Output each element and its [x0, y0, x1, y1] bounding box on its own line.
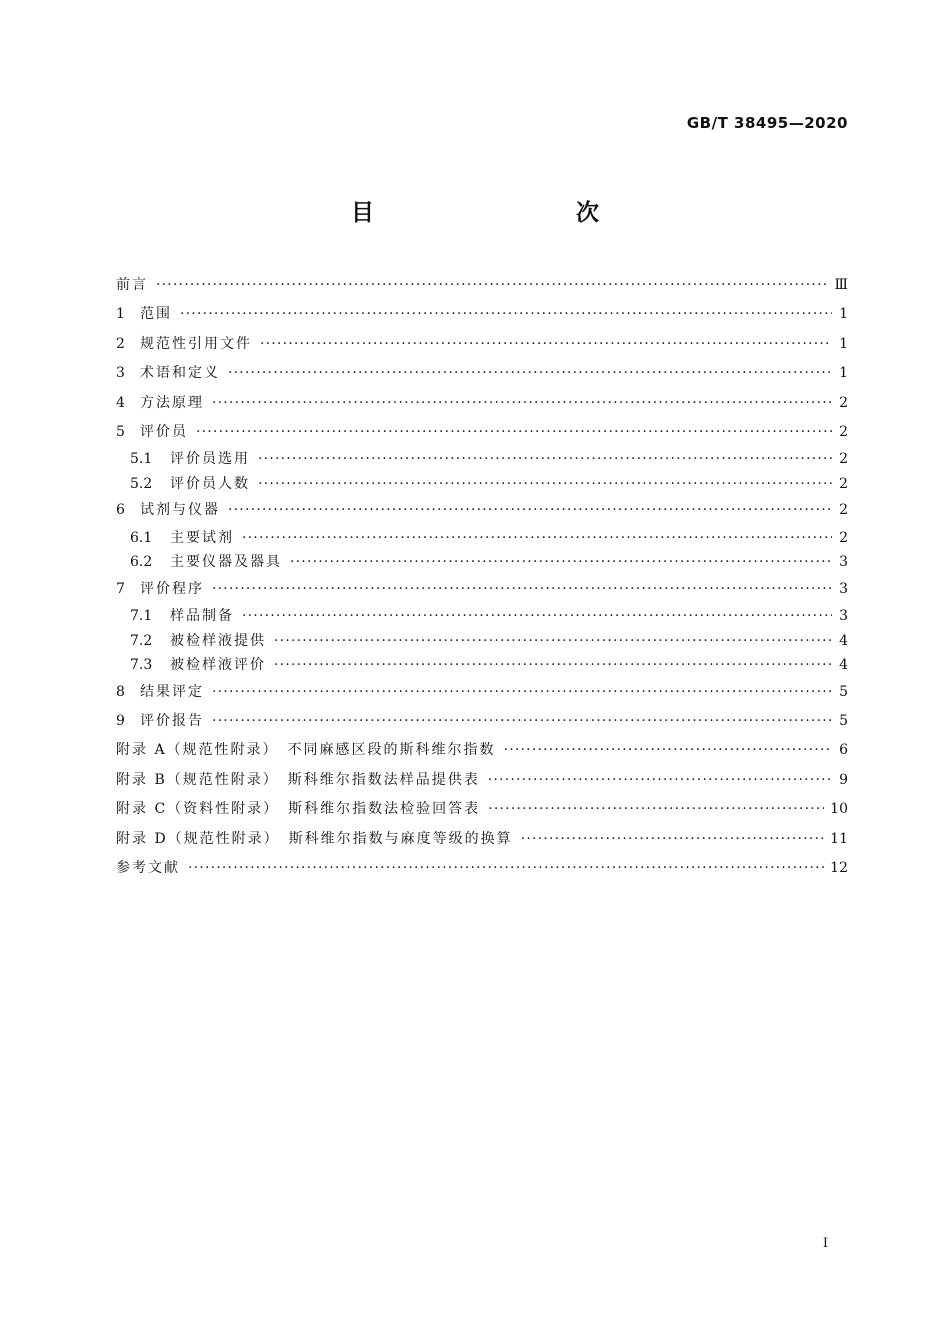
- dot-leader: [228, 359, 832, 388]
- dot-leader: [212, 389, 832, 418]
- toc-entry-label: 评价员: [140, 423, 188, 440]
- toc-entry[interactable]: [116, 854, 848, 883]
- toc-entry-number: 2: [116, 335, 125, 352]
- toc-entry-label: 参考文献: [116, 859, 180, 876]
- toc-entry-page: 5: [839, 683, 848, 700]
- toc-entry-page: 4: [839, 657, 848, 674]
- toc-entry-label: 评价报告: [140, 713, 204, 730]
- toc-entry-label: 评价员人数: [170, 475, 250, 492]
- toc-entry-page: 1: [839, 335, 848, 352]
- toc-entry-page: 4: [839, 632, 848, 649]
- toc-entry-page: Ⅲ: [834, 277, 848, 293]
- toc-entry-page: 6: [839, 742, 848, 759]
- toc-entry-page: 2: [839, 475, 848, 492]
- toc-entry[interactable]: [116, 795, 848, 824]
- toc-entry-label: 试剂与仪器: [140, 502, 220, 519]
- standard-code: GB/T 38495—2020: [686, 114, 848, 132]
- toc-entry-page: 2: [839, 502, 848, 519]
- toc-entry-number: 7: [116, 580, 125, 597]
- toc-entry[interactable]: [116, 653, 848, 678]
- dot-leader: [156, 271, 828, 300]
- toc-entry[interactable]: [116, 330, 848, 359]
- toc-entry[interactable]: [116, 418, 848, 447]
- toc-entry-label: 附录 C（资料性附录） 斯科维尔指数法检验回答表: [116, 801, 481, 818]
- toc-entry-page: 3: [839, 554, 848, 571]
- table-of-contents: [116, 271, 848, 883]
- toc-entry-page: 10: [830, 801, 848, 818]
- toc-entry-number: 3: [116, 365, 125, 382]
- toc-entry-number: 8: [116, 683, 125, 700]
- toc-entry[interactable]: [116, 300, 848, 329]
- toc-entry-number: 9: [116, 713, 125, 730]
- toc-entry-label: 评价员选用: [170, 451, 250, 468]
- toc-entry-label: 主要试剂: [170, 529, 234, 546]
- toc-entry[interactable]: [116, 496, 848, 525]
- toc-entry[interactable]: [116, 550, 848, 575]
- toc-entry-number: 7.2: [130, 632, 153, 649]
- toc-entry[interactable]: [116, 629, 848, 654]
- page-number: I: [822, 1236, 828, 1251]
- toc-entry-number: 5: [116, 423, 125, 440]
- toc-entry-label: 评价程序: [140, 580, 204, 597]
- dot-leader: [290, 550, 832, 575]
- toc-entry[interactable]: [116, 736, 848, 765]
- dot-leader: [212, 678, 832, 707]
- toc-entry[interactable]: [116, 766, 848, 795]
- toc-entry-label: 规范性引用文件: [140, 335, 252, 352]
- dot-leader: [212, 575, 832, 604]
- toc-entry-label: 前言: [116, 277, 148, 293]
- dot-leader: [188, 854, 824, 883]
- toc-entry[interactable]: [116, 526, 848, 551]
- toc-entry-label: 附录 B（规范性附录） 斯科维尔指数法样品提供表: [116, 771, 480, 788]
- page-title: 目 次: [351, 200, 651, 226]
- toc-entry[interactable]: [116, 604, 848, 629]
- dot-leader: [180, 300, 832, 329]
- toc-entry-number: 6: [116, 502, 125, 519]
- toc-entry-page: 2: [839, 423, 848, 440]
- toc-entry[interactable]: [116, 575, 848, 604]
- toc-entry-page: 9: [839, 771, 848, 788]
- toc-entry-number: 7.1: [130, 608, 153, 625]
- toc-entry-number: 7.3: [130, 657, 153, 674]
- toc-entry-number: 4: [116, 394, 125, 411]
- toc-entry-number: 5.2: [130, 475, 153, 492]
- dot-leader: [196, 418, 832, 447]
- toc-entry-number: 5.1: [130, 451, 153, 468]
- dot-leader: [521, 825, 824, 854]
- dot-leader: [212, 707, 832, 736]
- toc-entry-page: 12: [830, 859, 848, 876]
- dot-leader: [488, 766, 832, 795]
- dot-leader: [260, 330, 832, 359]
- toc-entry[interactable]: [116, 389, 848, 418]
- dot-leader: [258, 447, 832, 472]
- toc-entry-page: 11: [830, 830, 848, 847]
- toc-entry-page: 1: [839, 306, 848, 323]
- toc-entry-page: 2: [839, 529, 848, 546]
- toc-entry-number: 1: [116, 306, 125, 323]
- dot-leader: [488, 795, 824, 824]
- toc-entry[interactable]: [116, 825, 848, 854]
- toc-entry[interactable]: [116, 678, 848, 707]
- toc-entry-label: 样品制备: [170, 608, 234, 625]
- toc-entry-number: 6.2: [130, 554, 153, 571]
- toc-entry[interactable]: [116, 707, 848, 736]
- toc-entry-label: 被检样液提供: [170, 632, 266, 649]
- toc-entry-label: 附录 D（规范性附录） 斯科维尔指数与麻度等级的换算: [116, 830, 513, 847]
- toc-entry[interactable]: [116, 271, 848, 300]
- toc-entry-label: 结果评定: [140, 683, 204, 700]
- toc-entry-label: 附录 A（规范性附录） 不同麻感区段的斯科维尔指数: [116, 742, 496, 759]
- toc-entry-number: 6.1: [130, 529, 153, 546]
- toc-entry-page: 1: [839, 365, 848, 382]
- toc-entry-label: 术语和定义: [140, 365, 220, 382]
- toc-entry-page: 2: [839, 451, 848, 468]
- toc-entry-page: 2: [839, 394, 848, 411]
- dot-leader: [274, 653, 832, 678]
- toc-entry-page: 5: [839, 713, 848, 730]
- dot-leader: [504, 736, 832, 765]
- dot-leader: [242, 526, 832, 551]
- toc-entry-label: 范围: [140, 306, 172, 323]
- toc-entry[interactable]: [116, 472, 848, 497]
- dot-leader: [274, 629, 832, 654]
- dot-leader: [258, 472, 832, 497]
- toc-entry[interactable]: [116, 447, 848, 472]
- toc-entry-page: 3: [839, 580, 848, 597]
- dot-leader: [242, 604, 832, 629]
- toc-entry-label: 主要仪器及器具: [170, 554, 282, 571]
- toc-entry-label: 被检样液评价: [170, 657, 266, 674]
- dot-leader: [228, 496, 832, 525]
- toc-entry[interactable]: [116, 359, 848, 388]
- toc-entry-page: 3: [839, 608, 848, 625]
- toc-entry-label: 方法原理: [140, 394, 204, 411]
